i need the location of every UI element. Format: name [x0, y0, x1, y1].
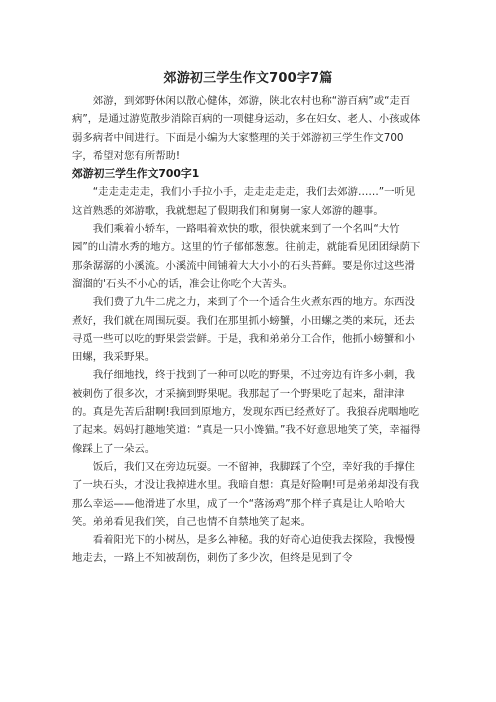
body-paragraph: 看着阳光下的小树丛，是多么神秘。我的好奇心迫使我去探险，我慢慢地走去，一路上不知被刮伤，刺伤了多少次，但终是见到了令 — [72, 534, 415, 565]
body-paragraph: 饭后，我们又在旁边玩耍。一不留神，我脚踩了个空，幸好我的手撑住了一块石头，才没让我掉进水里。我暗自想：真是好险啊!可是弟弟却没有我那么幸运——他滑进了水里，成了一个“落汤鸡”那个样子真是让人哈哈大笑。弟弟看见我们笑，自己也情不自禁地笑了起来。 — [72, 460, 420, 528]
intro-paragraph: 郊游，到郊野休闲以散心健体，郊游，陕北农村也称“游百病”或“走百病”，是通过游览散步消除百病的一项健身运动，多在妇女、老人、小孩或体弱多病者中间进行。下面是小编为大家整理的关于郊游初三学生作文700字，希望对您有所帮助! — [72, 95, 421, 162]
document-body — [72, 92, 424, 568]
document-title: 郊游初三学生作文700字7篇 — [163, 71, 333, 86]
section-heading: 郊游初三学生作文700字1 — [72, 167, 200, 181]
body-paragraph: 我们乘着小轿车，一路唱着欢快的歌，很快就来到了一个名叫“大竹园”的山清水秀的地方。这里的竹子郁郁葱葱。往前走，就能看见团团绿荫下那条潺潺的小溪流。小溪流中间铺着大大小小的石头苔藓。要是你过这些滑溜溜的'石头不小心的话，准会让你吃个大苦头。 — [72, 223, 421, 290]
body-paragraph: 我仔细地找，终于找到了一种可以吃的野果，不过旁边有许多小刺，我被刺伤了很多次，才采摘到野果呢。我那起了一个野果吃了起来，甜津津的。真是先苦后甜啊!我回到原地方，发现东西已经煮好了。我狼吞虎咽地吃了起来。妈妈打趣地笑道：“真是一只小馋猫。”我不好意思地笑了笑，幸福得像踩上了一朵云。 — [72, 369, 421, 455]
body-paragraph: 我们费了九牛二虎之力，来到了个一个适合生火煮东西的地方。东西没煮好，我们就在周围玩耍。我们在那里抓小螃蟹，小田螺之类的来玩，还去寻觅一些可以吃的野果尝尝鲜。于是，我和弟弟分工合作，他抓小螃蟹和小田螺，我采野果。 — [72, 296, 415, 364]
body-paragraph: “走走走走走，我们小手拉小手，走走走走走，我们去郊游……”一听见这首熟悉的郊游歌，我就想起了假期我们和舅舅一家人郊游的趣事。 — [72, 186, 416, 217]
